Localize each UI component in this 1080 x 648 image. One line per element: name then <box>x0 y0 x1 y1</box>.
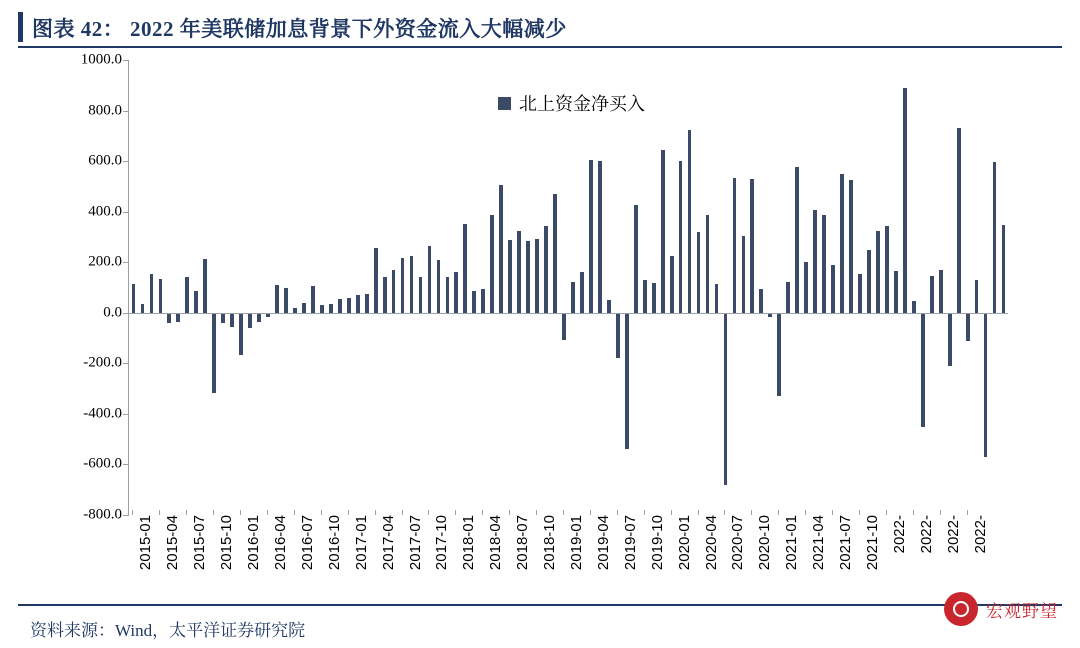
x-axis-tick-mark <box>267 510 268 515</box>
chart-bar <box>813 210 817 312</box>
x-axis-tick-mark <box>482 510 483 515</box>
chart-bar <box>948 313 952 367</box>
x-axis-labels <box>128 515 1008 605</box>
chart-bar <box>141 304 145 313</box>
chart-bar <box>625 313 629 450</box>
chart-bar <box>903 88 907 312</box>
x-axis-tick-mark <box>886 510 887 515</box>
source-note: 资料来源：Wind，太平洋证券研究院 <box>30 621 306 640</box>
x-axis-tick-mark <box>617 510 618 515</box>
chart-bar <box>1002 225 1006 313</box>
x-axis-tick-label: 2021-10 <box>864 515 881 571</box>
chart-bar <box>490 215 494 313</box>
x-axis-tick-label: 2018-10 <box>541 515 559 571</box>
header-accent-bar <box>18 12 23 42</box>
x-axis-tick-mark <box>859 510 860 515</box>
chart-bar <box>831 265 835 313</box>
chart-bar <box>553 194 557 313</box>
x-axis-tick-mark <box>778 510 779 515</box>
y-axis-tick-label: -600.0 <box>83 455 122 472</box>
chart-bar <box>230 313 234 327</box>
x-axis-tick-mark <box>724 510 725 515</box>
chart-bar <box>185 277 189 312</box>
chart-bar <box>203 259 207 313</box>
chart-bar <box>571 282 575 312</box>
chart-bar <box>275 285 279 312</box>
chart-bar <box>652 283 656 313</box>
chart-bar <box>284 288 288 313</box>
figure-title: 2022 年美联储加息背景下外资金流入大幅减少 <box>130 17 567 41</box>
y-axis-tick-label: 600.0 <box>88 152 122 169</box>
chart-bar <box>607 300 611 313</box>
y-axis-tick-mark <box>123 111 129 112</box>
chart-bar <box>670 256 674 313</box>
x-axis-tick-label: 2017-07 <box>406 515 424 571</box>
chart-bar <box>885 226 889 313</box>
chart-bar <box>517 231 521 312</box>
chart-bar <box>499 185 503 313</box>
legend-label: 北上资金净买入 <box>519 94 645 114</box>
chart-bar <box>428 246 432 313</box>
chart-bar <box>742 236 746 313</box>
x-axis-tick-mark <box>348 510 349 515</box>
x-axis-tick-mark <box>159 510 160 515</box>
x-axis-tick-mark <box>294 510 295 515</box>
chart-bar <box>894 271 898 313</box>
x-axis-tick-label: 2015-01 <box>137 515 155 571</box>
x-axis-tick-mark <box>940 510 941 515</box>
x-axis-tick-label: 2019-01 <box>568 515 585 571</box>
y-axis-tick-label: 1000.0 <box>80 51 122 68</box>
x-axis-tick-label: 2022- <box>890 515 908 554</box>
chart-bar <box>849 180 853 313</box>
watermark-label: 宏观野望 <box>986 601 1058 621</box>
chart-bar <box>176 313 180 323</box>
chart-bar <box>365 294 369 313</box>
chart-bar <box>984 313 988 457</box>
page-title <box>32 13 567 43</box>
circle-logo-icon <box>944 592 978 626</box>
chart-bar <box>454 272 458 312</box>
chart-bar <box>679 161 683 313</box>
chart-bar <box>993 162 997 313</box>
chart-bar <box>132 284 136 312</box>
chart-bar <box>715 284 719 313</box>
y-axis-tick-mark <box>123 464 129 465</box>
chart-bar <box>706 215 710 312</box>
chart-bar <box>544 226 548 313</box>
chart-bar <box>759 289 763 313</box>
chart-plot-area <box>80 51 1008 523</box>
chart-bar <box>419 277 423 312</box>
chart-bar <box>939 270 943 313</box>
chart-bar <box>724 313 728 485</box>
chart-bar <box>329 304 333 313</box>
x-axis-tick-label: 2017-01 <box>352 515 370 571</box>
y-axis-tick-label: 400.0 <box>88 203 122 220</box>
chart-bar <box>410 256 414 313</box>
chart-bar <box>167 313 171 323</box>
x-axis-tick-mark <box>590 510 591 515</box>
x-axis-tick-label: 2017-10 <box>433 515 451 571</box>
x-axis-tick-label: 2017-04 <box>379 515 397 571</box>
chart-bar <box>912 301 916 312</box>
x-axis-tick-label: 2020-04 <box>702 515 720 571</box>
chart-bar <box>320 305 324 313</box>
chart-legend <box>498 90 645 116</box>
chart-bar <box>867 250 871 313</box>
x-axis-tick-mark <box>832 510 833 515</box>
x-axis-tick-mark <box>321 510 322 515</box>
x-axis-tick-label: 2015-04 <box>164 515 182 571</box>
x-axis-tick-mark <box>213 510 214 515</box>
chart-bar <box>212 313 216 393</box>
x-axis-tick-label: 2019-10 <box>648 515 666 571</box>
chart-bar <box>481 289 485 313</box>
chart-bar <box>733 178 737 312</box>
chart-bar <box>786 282 790 312</box>
chart-bar <box>159 279 163 313</box>
x-axis-tick-mark <box>698 510 699 515</box>
x-axis-tick-label: 2021-07 <box>837 515 855 571</box>
chart-bar <box>822 215 826 312</box>
chart-bar <box>562 313 566 340</box>
x-axis-tick-label: 2021-04 <box>810 515 828 571</box>
chart-bar <box>804 262 808 313</box>
chart-bar <box>535 239 539 313</box>
figure-header <box>18 10 1062 46</box>
chart-bar <box>221 313 225 323</box>
y-axis-tick-label: 800.0 <box>88 102 122 119</box>
x-axis-tick-label: 2018-04 <box>487 515 505 571</box>
x-axis-tick-mark <box>375 510 376 515</box>
y-axis-tick-label: -200.0 <box>83 354 122 371</box>
x-axis-tick-mark <box>751 510 752 515</box>
chart-bar <box>472 291 476 312</box>
chart-bar <box>858 274 862 313</box>
chart-bar <box>876 231 880 313</box>
x-axis-tick-mark <box>805 510 806 515</box>
y-axis-tick-mark <box>123 262 129 263</box>
x-axis-tick-label: 2018-07 <box>514 515 532 571</box>
chart-bar <box>930 276 934 313</box>
y-axis-tick-label: -800.0 <box>83 506 122 523</box>
chart-bar <box>248 313 252 329</box>
x-axis-tick-mark <box>563 510 564 515</box>
chart-bar <box>688 130 692 313</box>
x-axis-tick-mark <box>428 510 429 515</box>
chart-bar <box>750 179 754 312</box>
y-axis-tick-label: 0.0 <box>103 304 122 321</box>
chart-bar <box>975 280 979 312</box>
chart-bar <box>239 313 243 355</box>
chart-bar <box>446 277 450 313</box>
x-axis-tick-label: 2016-01 <box>245 515 263 571</box>
x-axis-tick-mark <box>186 510 187 515</box>
y-axis-tick-mark <box>123 363 129 364</box>
chart-bar <box>463 224 467 312</box>
x-axis-tick-mark <box>402 510 403 515</box>
chart-bar <box>580 272 584 312</box>
x-axis-tick-mark <box>967 510 968 515</box>
chart-bar <box>966 313 970 342</box>
x-axis-tick-label: 2021-01 <box>783 515 801 571</box>
x-axis-tick-mark <box>913 510 914 515</box>
x-axis-tick-mark <box>536 510 537 515</box>
x-axis-tick-mark <box>132 510 133 515</box>
footer-divider <box>18 604 1062 606</box>
x-axis-tick-label: 2015-07 <box>191 515 209 571</box>
x-axis-tick-label: 2019-04 <box>594 515 612 571</box>
legend-swatch-icon <box>498 97 511 110</box>
chart-bar <box>194 291 198 313</box>
chart-bar <box>643 280 647 312</box>
chart-bar <box>921 313 925 427</box>
chart-bar <box>374 248 378 313</box>
x-axis-tick-mark <box>455 510 456 515</box>
x-axis-tick-label: 2016-10 <box>325 515 343 571</box>
x-axis-tick-label: 2022- <box>944 515 962 554</box>
chart-bar <box>840 174 844 313</box>
chart-bar <box>795 167 799 312</box>
header-divider <box>18 46 1062 48</box>
chart-bar <box>697 232 701 313</box>
x-axis-tick-label: 2020-07 <box>729 515 747 571</box>
chart-bar <box>257 313 261 323</box>
x-axis-tick-label: 2022- <box>917 515 935 554</box>
chart-bar <box>392 270 396 312</box>
chart-bar <box>383 277 387 312</box>
chart-bar <box>401 258 405 313</box>
y-axis-tick-mark <box>123 414 129 415</box>
chart-bar <box>616 313 620 358</box>
chart-bar <box>634 205 638 312</box>
chart-bar <box>508 240 512 313</box>
chart-bar <box>338 299 342 313</box>
x-axis-tick-label: 2016-07 <box>298 515 316 571</box>
chart-bar <box>777 313 781 396</box>
chart-container <box>18 52 1062 600</box>
x-axis-tick-label: 2016-04 <box>272 515 290 571</box>
chart-bar <box>526 241 530 313</box>
figure-label: 图表 42： <box>32 17 125 41</box>
x-axis-tick-mark <box>671 510 672 515</box>
y-axis-tick-mark <box>123 60 129 61</box>
chart-bar <box>957 128 961 313</box>
watermark <box>944 592 1058 626</box>
chart-bar <box>311 286 315 313</box>
zero-axis-line <box>129 313 1008 314</box>
chart-bar <box>347 298 351 313</box>
y-axis-tick-mark <box>123 161 129 162</box>
x-axis-tick-mark <box>240 510 241 515</box>
x-axis-tick-label: 2015-10 <box>218 515 236 571</box>
chart-bar <box>661 150 665 313</box>
x-axis-tick-label: 2019-07 <box>621 515 639 571</box>
chart-bar <box>437 260 441 313</box>
y-axis-tick-label: -400.0 <box>83 405 122 422</box>
chart-bar <box>150 274 154 313</box>
y-axis-tick-label: 200.0 <box>88 253 122 270</box>
chart-bar <box>302 303 306 313</box>
y-axis-tick-mark <box>123 212 129 213</box>
chart-bar <box>356 295 360 313</box>
x-axis-tick-label: 2022- <box>971 515 989 554</box>
x-axis-tick-label: 2020-10 <box>756 515 774 571</box>
x-axis-tick-mark <box>644 510 645 515</box>
x-axis-tick-label: 2018-01 <box>460 515 478 571</box>
x-axis-tick-label: 2020-01 <box>675 515 693 571</box>
bar-series <box>129 60 1008 515</box>
x-axis-tick-mark <box>509 510 510 515</box>
chart-bar <box>598 161 602 313</box>
chart-bar <box>589 160 593 313</box>
